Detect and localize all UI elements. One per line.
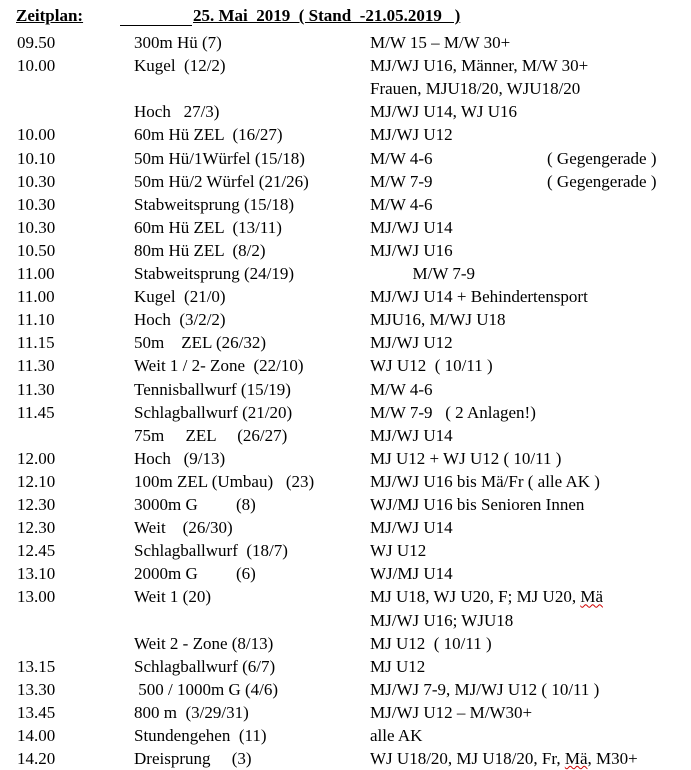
row-group: M/W 7-9 <box>370 264 475 283</box>
header-underline-gap <box>120 24 192 26</box>
row-event: 800 m (3/29/31) <box>134 702 249 722</box>
schedule-row <box>0 470 691 493</box>
schedule-row <box>0 354 691 377</box>
row-group: WJ U12 <box>370 541 427 561</box>
row-group: MJ U18, WJ U20, F; MJ U20, Mä <box>370 587 603 607</box>
row-group: MJU16, M/WJ U18 <box>370 310 506 330</box>
row-event: Schlagballwurf (6/7) <box>134 656 276 676</box>
row-event: 60m Hü ZEL (13/11) <box>134 217 282 237</box>
schedule-row <box>0 77 691 100</box>
row-group: WJ/MJ U14 <box>370 564 453 584</box>
row-note: ( Gegengerade ) <box>547 148 657 168</box>
row-event: Weit 1 (20) <box>134 587 211 607</box>
schedule-row <box>0 239 691 262</box>
row-time: 11.45 <box>17 402 55 422</box>
row-time: 11.10 <box>17 310 55 330</box>
row-time: 09.50 <box>17 33 56 52</box>
row-time: 10.50 <box>17 240 56 260</box>
row-group: M/W 15 – M/W 30+ <box>370 33 511 52</box>
schedule-row <box>0 262 691 285</box>
row-time: 13.00 <box>17 587 56 607</box>
row-time: 12.30 <box>17 495 56 514</box>
row-time: 10.00 <box>17 56 56 76</box>
schedule-title: 25. Mai 2019 ( Stand -21.05.2019 ) <box>193 6 461 25</box>
row-time: 13.45 <box>17 702 56 722</box>
schedule-row <box>0 424 691 447</box>
schedule-row <box>0 747 691 770</box>
row-time: 13.15 <box>17 656 56 676</box>
row-event: Weit 1 / 2- Zone (22/10) <box>134 356 304 376</box>
row-event: Dreisprung (3) <box>134 749 252 769</box>
row-group: M/W 7-9 <box>370 171 433 191</box>
schedule-row <box>0 54 691 77</box>
row-time: 10.30 <box>17 217 56 237</box>
row-event: Hoch 27/3) <box>134 102 220 122</box>
schedule-row <box>0 655 691 678</box>
row-group: MJ/WJ U14 <box>370 217 453 237</box>
row-group: MJ/WJ 7-9, MJ/WJ U12 ( 10/11 ) <box>370 679 600 699</box>
row-event: 50m ZEL (26/32) <box>134 333 267 353</box>
row-event: 50m Hü/2 Würfel (21/26) <box>134 171 309 191</box>
row-event: Schlagballwurf (21/20) <box>134 402 293 422</box>
row-group: M/W 7-9 ( 2 Anlagen!) <box>370 402 536 422</box>
schedule-row <box>0 516 691 539</box>
row-event: Weit 2 - Zone (8/13) <box>134 633 274 653</box>
row-group: MJ/WJ U16, Männer, M/W 30+ <box>370 56 589 76</box>
row-event: 3000m G (8) <box>134 495 256 514</box>
schedule-row <box>0 285 691 308</box>
row-group: M/W 4-6 <box>370 148 433 168</box>
row-group: MJ/WJ U16 bis Mä/Fr ( alle AK ) <box>370 471 600 491</box>
row-time: 12.30 <box>17 518 56 538</box>
row-event: 50m Hü/1Würfel (15/18) <box>134 148 305 168</box>
schedule-row <box>0 609 691 632</box>
row-group: MJ U12 ( 10/11 ) <box>370 633 492 653</box>
schedule-row <box>0 100 691 123</box>
schedule-row <box>0 539 691 562</box>
row-group: MJ U12 <box>370 656 426 676</box>
row-time: 12.10 <box>17 471 56 491</box>
row-group: MJ/WJ U16 <box>370 240 453 260</box>
schedule-row <box>0 724 691 747</box>
row-group: MJ/WJ U14 + Behindertensport <box>370 287 588 307</box>
row-time: 11.00 <box>17 264 55 283</box>
row-event: 500 / 1000m G (4/6) <box>134 679 279 699</box>
row-event: 80m Hü ZEL (8/2) <box>134 240 266 260</box>
schedule-label: Zeitplan: <box>16 6 84 25</box>
row-event: 100m ZEL (Umbau) (23) <box>134 471 315 491</box>
schedule-row <box>0 401 691 424</box>
row-group: MJ/WJ U14 <box>370 425 453 445</box>
row-event: Kugel (12/2) <box>134 56 226 76</box>
row-group: MJ/WJ U12 <box>370 125 453 145</box>
schedule-row <box>0 585 691 608</box>
schedule-row <box>0 447 691 470</box>
row-event: Hoch (9/13) <box>134 448 226 468</box>
schedule-row <box>0 193 691 216</box>
schedule-row <box>0 701 691 724</box>
row-event: Weit (26/30) <box>134 518 233 538</box>
row-group: MJ/WJ U14 <box>370 518 453 538</box>
row-time: 10.30 <box>17 171 56 191</box>
row-time: 10.00 <box>17 125 56 145</box>
schedule-row <box>0 216 691 239</box>
schedule-header <box>0 6 691 28</box>
schedule-row <box>0 331 691 354</box>
schedule-row <box>0 147 691 170</box>
row-event: Hoch (3/2/2) <box>134 310 226 330</box>
row-time: 14.20 <box>17 749 56 769</box>
schedule-row <box>0 31 691 54</box>
row-time: 11.15 <box>17 333 55 353</box>
row-event: Stabweitsprung (15/18) <box>134 194 295 214</box>
row-event: Schlagballwurf (18/7) <box>134 541 288 561</box>
row-time: 10.10 <box>17 148 56 168</box>
schedule-row <box>0 378 691 401</box>
row-event: 60m Hü ZEL (16/27) <box>134 125 283 145</box>
row-group: WJ U12 ( 10/11 ) <box>370 356 493 376</box>
row-group: M/W 4-6 <box>370 379 433 399</box>
row-time: 14.00 <box>17 726 56 745</box>
schedule-row <box>0 170 691 193</box>
row-group: MJ/WJ U12 <box>370 333 453 353</box>
row-time: 11.30 <box>17 379 55 399</box>
row-group: alle AK <box>370 726 423 745</box>
row-time: 11.00 <box>17 287 55 307</box>
row-time: 10.30 <box>17 194 56 214</box>
schedule-row <box>0 632 691 655</box>
row-group: Frauen, MJU18/20, WJU18/20 <box>370 79 581 99</box>
row-time: 13.30 <box>17 679 56 699</box>
schedule-row <box>0 562 691 585</box>
row-group: MJ U12 + WJ U12 ( 10/11 ) <box>370 448 562 468</box>
row-event: Stabweitsprung (24/19) <box>134 264 295 283</box>
schedule-row <box>0 123 691 146</box>
row-event: Stundengehen (11) <box>134 726 267 745</box>
row-group: MJ/WJ U12 – M/W30+ <box>370 702 533 722</box>
row-time: 12.00 <box>17 448 56 468</box>
row-event: 300m Hü (7) <box>134 33 222 52</box>
row-group: WJ/MJ U16 bis Senioren Innen <box>370 495 585 514</box>
schedule-row <box>0 493 691 516</box>
schedule-row <box>0 308 691 331</box>
row-note: ( Gegengerade ) <box>547 171 657 191</box>
row-time: 12.45 <box>17 541 56 561</box>
row-group: MJ/WJ U16; WJU18 <box>370 610 514 630</box>
row-event: 2000m G (6) <box>134 564 256 584</box>
row-group: WJ U18/20, MJ U18/20, Fr, Mä, M30+ <box>370 749 638 769</box>
row-group: MJ/WJ U14, WJ U16 <box>370 102 518 122</box>
row-time: 13.10 <box>17 564 56 584</box>
row-event: 75m ZEL (26/27) <box>134 425 288 445</box>
row-group: M/W 4-6 <box>370 194 433 214</box>
schedule-row <box>0 678 691 701</box>
row-event: Tennisballwurf (15/19) <box>134 379 291 399</box>
row-event: Kugel (21/0) <box>134 287 226 307</box>
row-time: 11.30 <box>17 356 55 376</box>
